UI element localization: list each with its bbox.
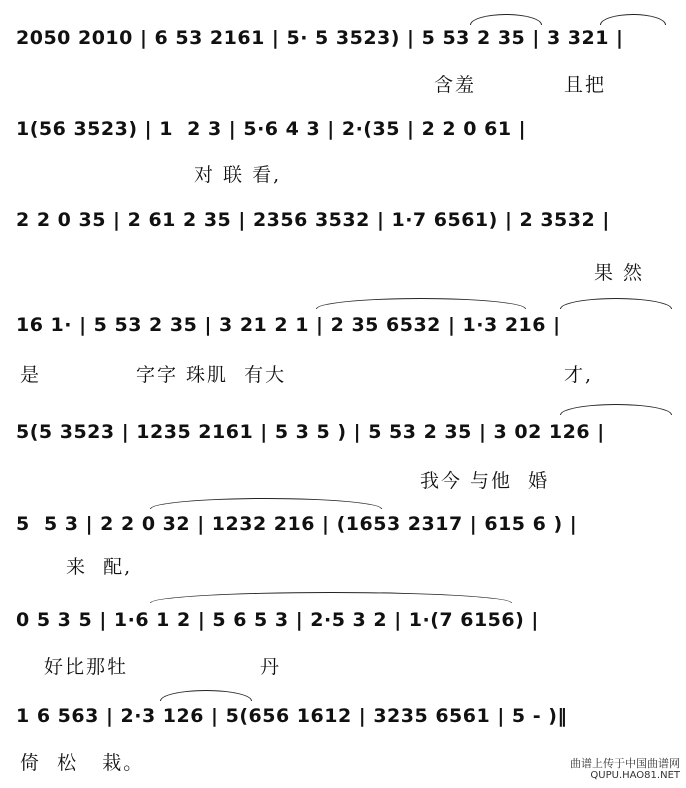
- notation-line-8: 1 6 563 | 2·3 126 | 5(656 1612 | 3235 6561 | 5 - )‖: [16, 705, 568, 727]
- lyric-line-1: [16, 70, 674, 96]
- lyric-text: 字字 珠肌 有大: [136, 364, 287, 386]
- watermark-line-1: 曲谱上传于中国曲谱网: [570, 757, 680, 770]
- lyric-text: 含羞: [434, 74, 477, 96]
- slur-mark: [470, 14, 542, 25]
- lyric-text: 我今 与他 婚: [420, 470, 550, 492]
- notation-line-2: 1(56 3523) | 1 2 3 | 5·6 4 3 | 2·(35 | 2 2 0 61 |: [16, 118, 527, 140]
- slur-mark: [560, 404, 672, 415]
- notation-line-4: 16 1· | 5 53 2 35 | 3 21 2 1 | 2 35 6532 | 1·3 216 |: [16, 314, 561, 336]
- lyric-line-2: [16, 160, 674, 186]
- lyric-line-5: [16, 466, 674, 492]
- lyric-text: 来 配,: [66, 556, 133, 578]
- notation-line-3: 2 2 0 35 | 2 61 2 35 | 2356 3532 | 1·7 6561) | 2 3532 |: [16, 209, 610, 231]
- watermark: [570, 758, 680, 782]
- lyric-text: 对 联 看,: [194, 164, 282, 186]
- lyric-text: 好比那牡: [44, 656, 129, 678]
- lyric-text: 是: [20, 364, 42, 386]
- lyric-line-7: [16, 652, 674, 678]
- notation-line-1: 2050 2010 | 6 53 2161 | 5· 5 3523) | 5 53 2 35 | 3 321 |: [16, 27, 624, 49]
- slur-mark: [600, 14, 666, 25]
- notation-line-7: 0 5 3 5 | 1·6 1 2 | 5 6 5 3 | 2·5 3 2 | 1·(7 6156) |: [16, 609, 539, 631]
- notation-line-6: 5 5 3 | 2 2 0 32 | 1232 216 | (1653 2317 | 615 6 ) |: [16, 513, 578, 535]
- lyric-text: 倚 松 栽。: [20, 752, 145, 774]
- lyric-text: 且把: [564, 74, 607, 96]
- slur-mark: [560, 298, 672, 309]
- lyric-text: 果 然: [594, 262, 645, 284]
- lyric-line-3: [16, 258, 674, 284]
- lyric-line-4: [16, 360, 674, 386]
- slur-mark: [160, 690, 252, 701]
- lyric-line-6: [16, 552, 674, 578]
- notation-line-5: 5(5 3523 | 1235 2161 | 5 3 5 ) | 5 53 2 35 | 3 02 126 |: [16, 421, 605, 443]
- watermark-line-2: QUPU.HAO81.NET: [590, 770, 680, 781]
- lyric-text: 丹: [260, 656, 282, 678]
- lyric-text: 才,: [564, 364, 594, 386]
- slur-mark: [150, 592, 512, 603]
- slur-mark: [316, 298, 526, 309]
- slur-mark: [150, 498, 382, 509]
